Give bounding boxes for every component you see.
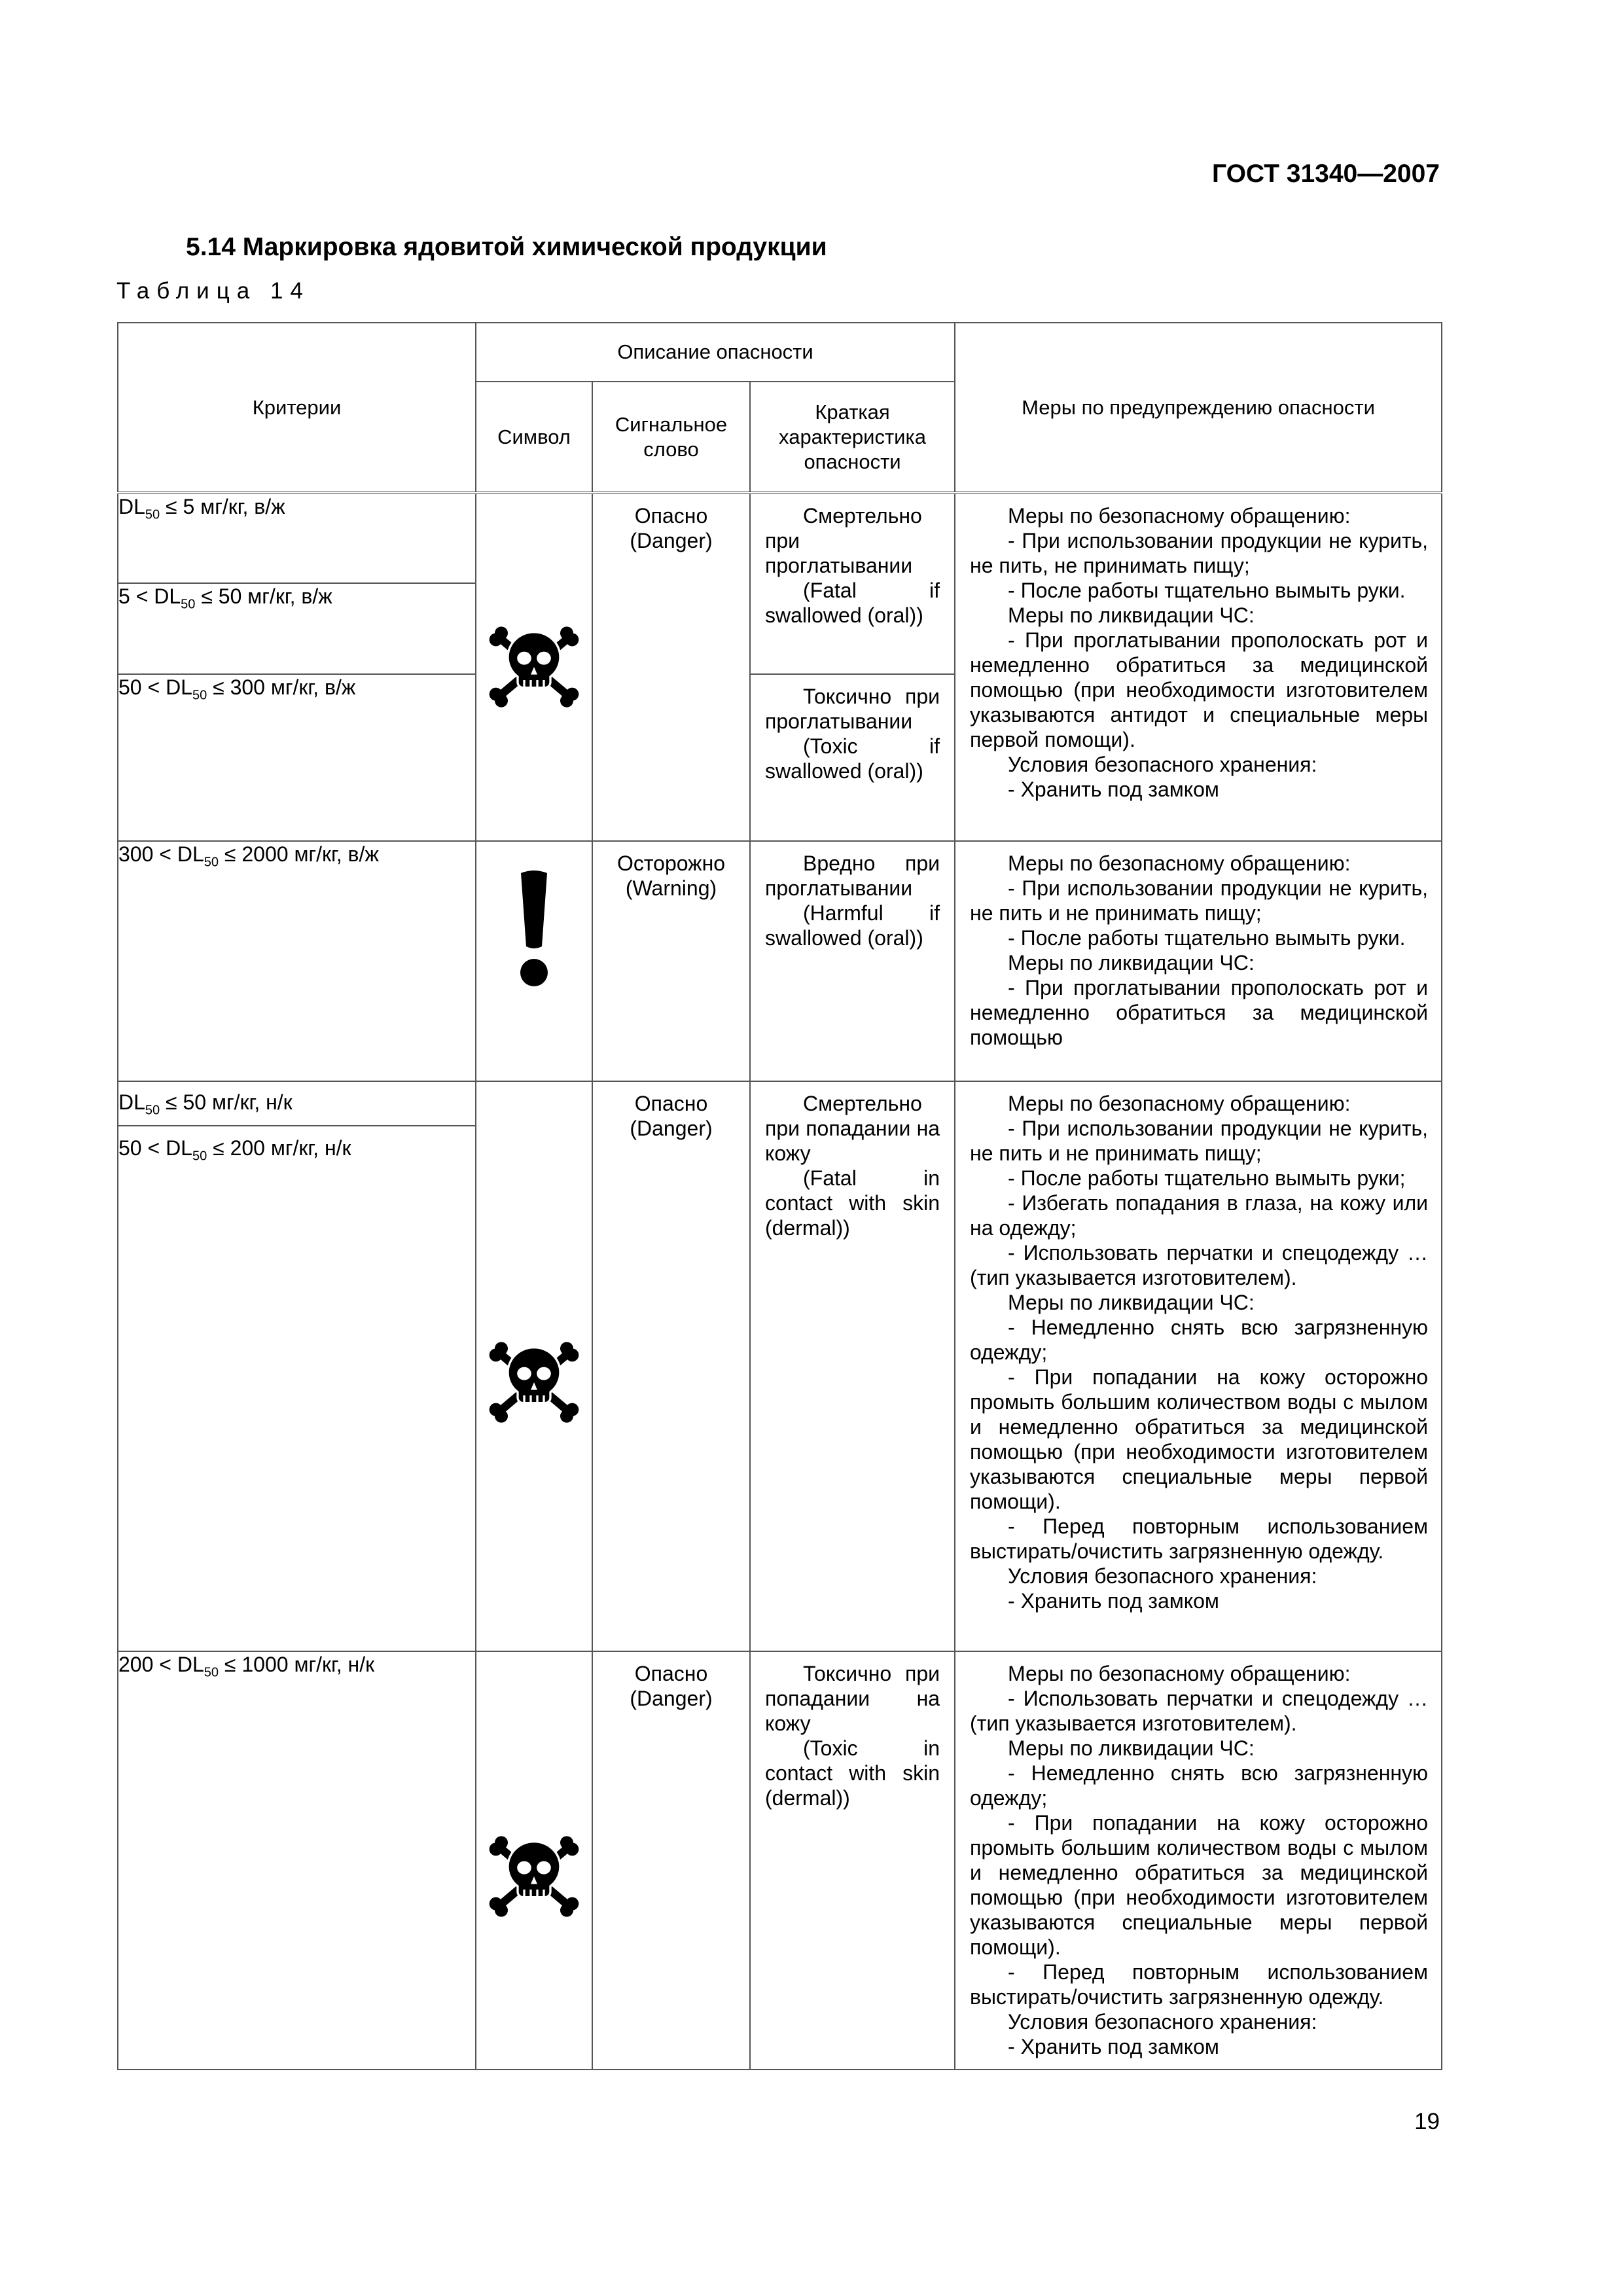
criteria-cell: $50 < DL_{50} \le 200$ мг/кг, н/к	[118, 1126, 476, 1651]
signal-word-cell: Опасно (Danger)	[592, 1081, 750, 1651]
brief-cell: Токсично при проглатывании (Toxic if swallowed (oral))	[750, 674, 955, 841]
col-header-signal-word: Сигнальное слово	[592, 382, 750, 493]
section-title: 5.14 Маркировка ядовитой химической продукции	[186, 233, 827, 261]
hazard-marking-table	[117, 322, 1442, 2070]
criteria-cell: $5 < DL_{50} \le 50$ мг/кг, в/ж	[118, 583, 476, 673]
criteria-cell: $200 < DL_{50} \le 1000$ мг/кг, н/к	[118, 1651, 476, 2070]
skull-crossbones-icon	[485, 1833, 583, 1920]
symbol-cell	[476, 1651, 592, 2070]
col-header-measures: Меры по предупреждению опасности	[955, 323, 1442, 493]
symbol-cell	[476, 493, 592, 841]
document-code: ГОСТ 31340—2007	[1212, 160, 1440, 188]
col-header-brief: Краткая характеристика опасности	[750, 382, 955, 493]
page-number: 19	[1414, 2109, 1440, 2134]
skull-crossbones-icon	[485, 623, 583, 711]
measures-cell: Меры по безопасному обращению: - При использовании продукции не курить, не пить, не принимать пищу; - После работы тщательно вымыть руки. Меры по ликвидации ЧС: - При проглатывании прополоскать рот и немедленно обратиться за медицинской помощью (при необходимости изготовителем указываются антидот и специальные меры первой помощи). Условия безопасного хранения: - Хранить под замком	[955, 493, 1442, 841]
table-label: Таблица 14	[116, 278, 310, 304]
col-header-symbol: Символ	[476, 382, 592, 493]
signal-word-cell: Осторожно (Warning)	[592, 841, 750, 1081]
brief-cell: Вредно при проглатывании (Harmful if swallowed (oral))	[750, 841, 955, 1081]
criteria-cell: $50 < DL_{50} \le 300$ мг/кг, в/ж	[118, 674, 476, 841]
measures-cell: Меры по безопасному обращению: - Использовать перчатки и спецодежду … (тип указывается изготовителем). Меры по ликвидации ЧС: - Немедленно снять всю загрязненную одежду; - При попадании на кожу осторожно промыть большим количеством воды с мылом и немедленно обратиться за медицинской помощью (при необходимости изготовителем указываются специальные меры первой помощи). - Перед повторным использованием выстирать/очистить загрязненную одежду. Условия безопасного хранения: - Хранить под замком	[955, 1651, 1442, 2070]
col-header-hazard-description: Описание опасности	[476, 323, 955, 382]
signal-word-cell: Опасно (Danger)	[592, 493, 750, 841]
criteria-cell: $300 < DL_{50} \le 2000$ мг/кг, в/ж	[118, 841, 476, 1081]
measures-cell: Меры по безопасному обращению: - При использовании продукции не курить, не пить и не принимать пищу; - После работы тщательно вымыть руки; - Избегать попадания в глаза, на кожу или на одежду; - Использовать перчатки и спецодежду … (тип указывается изготовителем). Меры по ликвидации ЧС: - Немедленно снять всю загрязненную одежду; - При попадании на кожу осторожно промыть большим количеством воды с мылом и немедленно обратиться за медицинской помощью (при необходимости изготовителем указываются специальные меры первой помощи). - Перед повторным использованием выстирать/очистить загрязненную одежду. Условия безопасного хранения: - Хранить под замком	[955, 1081, 1442, 1651]
skull-crossbones-icon	[485, 1338, 583, 1426]
criteria-cell: $DL_{50} \le 50$ мг/кг, н/к	[118, 1081, 476, 1126]
measures-cell: Меры по безопасному обращению: - При использовании продукции не курить, не пить и не принимать пищу; - После работы тщательно вымыть руки. Меры по ликвидации ЧС: - При проглатывании прополоскать рот и немедленно обратиться за медицинской помощью	[955, 841, 1442, 1081]
exclamation-mark-icon	[514, 868, 554, 989]
brief-cell: Смертельно при попадании на кожу (Fatal in contact with skin (dermal))	[750, 1081, 955, 1651]
criteria-cell: $DL_{50} \le 5$ мг/кг, в/ж	[118, 493, 476, 583]
symbol-cell	[476, 841, 592, 1081]
signal-word-cell: Опасно (Danger)	[592, 1651, 750, 2070]
symbol-cell	[476, 1081, 592, 1651]
col-header-criteria: Критерии	[118, 323, 476, 493]
brief-cell: Смертельно при проглатывании (Fatal if swallowed (oral))	[750, 493, 955, 674]
brief-cell: Токсично при попадании на кожу (Toxic in contact with skin (dermal))	[750, 1651, 955, 2070]
